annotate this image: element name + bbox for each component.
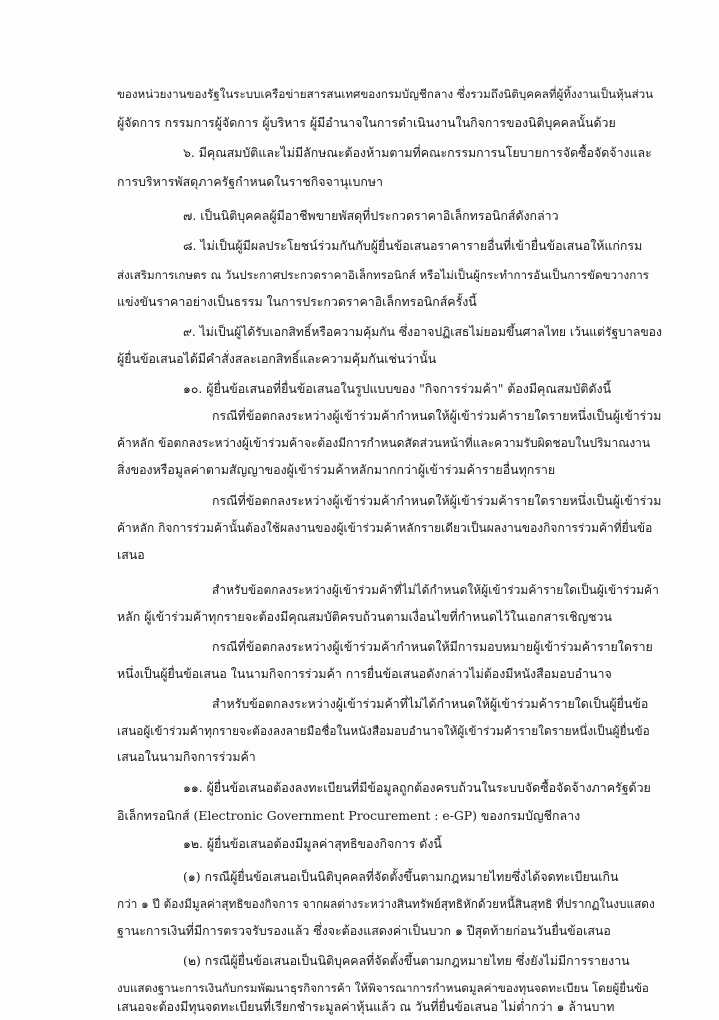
- text-line: สำหรับข้อตกลงระหว่างผู้เข้าร่วมค้าที่ไม่ได้กำหนดให้ผู้เข้าร่วมค้ารายใดเป็นผู้เข้าร่วมค้า: [212, 583, 659, 597]
- text-line: ค้าหลัก ข้อตกลงระหว่างผู้เข้าร่วมค้าจะต้องมีการกำหนดสัดส่วนหน้าที่และความรับผิดชอบในปริมาณงาน: [117, 436, 651, 450]
- text-line: เสนอในนามกิจการร่วมค้า: [117, 749, 256, 764]
- clause-7-text: ๗. เป็นนิติบุคคลผู้มีอาชีพขายพัสดุที่ประกวดราคาอิเล็กทรอนิกส์ดังกล่าว: [183, 208, 559, 223]
- text-line: ค้าหลัก กิจการร่วมค้านั้นต้องใช้ผลงานของผู้เข้าร่วมค้าหลักรายเดียวเป็นผลงานของกิจการร่วมค้าที่ยื่นข้อ: [117, 521, 653, 535]
- text-line: กรณีที่ข้อตกลงระหว่างผู้เข้าร่วมค้ากำหนดให้ผู้เข้าร่วมค้ารายใดรายหนึ่งเป็นผู้เข้าร่วม: [212, 493, 662, 508]
- clause-6-text: ๖. มีคุณสมบัติและไม่มีลักษณะต้องห้ามตามที่คณะกรรมการนโยบายการจัดซื้อจัดจ้างและ: [183, 145, 652, 160]
- text-line: เสนอจะต้องมีทุนจดทะเบียนที่เรียกชำระมูลค่าหุ้นแล้ว ณ วันที่ยื่นข้อเสนอ ไม่ต่ำกว่า ๑ ล้านบาท: [117, 999, 615, 1014]
- text-line: กว่า ๑ ปี ต้องมีมูลค่าสุทธิของกิจการ จากผลต่างระหว่างสินทรัพย์สุทธิหักด้วยหนี้สินสุทธิ ที่ปรากฏในงบแสดง: [117, 897, 655, 911]
- text-line: (๑) กรณีผู้ยื่นข้อเสนอเป็นนิติบุคคลที่จัดตั้งขึ้นตามกฎหมายไทยซึ่งได้จดทะเบียนเกิน: [183, 869, 619, 884]
- clause-9-text: ๙. ไม่เป็นผู้ได้รับเอกสิทธิ์หรือความคุ้มกัน ซึ่งอาจปฏิเสธไม่ยอมขึ้นศาลไทย เว้นแต่รัฐบาลของ: [183, 325, 662, 339]
- text-line: กรณีที่ข้อตกลงระหว่างผู้เข้าร่วมค้ากำหนดให้มีการมอบหมายผู้เข้าร่วมค้ารายใดราย: [212, 639, 653, 654]
- clause-8-text: ๘. ไม่เป็นผู้มีผลประโยชน์ร่วมกันกับผู้ยื่นข้อเสนอราคารายอื่นที่เข้ายื่นข้อเสนอให้แก่กรม: [183, 238, 643, 253]
- text-line: อิเล็กทรอนิกส์ (Electronic Government Procurement : e-GP) ของกรมบัญชีกลาง: [117, 808, 581, 823]
- text-line: เสนอผู้เข้าร่วมค้าทุกรายจะต้องลงลายมือชื่อในหนังสือมอบอำนาจให้ผู้เข้าร่วมค้ารายใดรายหนึ่งเป็นผู้ยื่นข้อ: [117, 724, 650, 738]
- text-line: ส่งเสริมการเกษตร ณ วันประกาศประกวดราคาอิเล็กทรอนิกส์ หรือไม่เป็นผู้กระทำการอันเป็นการขัดขวางการ: [117, 268, 649, 282]
- text-line: แข่งขันราคาอย่างเป็นธรรม ในการประกวดราคาอิเล็กทรอนิกส์ครั้งนี้: [117, 294, 477, 309]
- clause-10-text: ๑๐. ผู้ยื่นข้อเสนอที่ยื่นข้อเสนอในรูปแบบของ "กิจการร่วมค้า" ต้องมีคุณสมบัติดังนี้: [183, 381, 612, 396]
- text-line: ของหน่วยงานของรัฐในระบบเครือข่ายสารสนเทศของกรมบัญชีกลาง ซึ่งรวมถึงนิติบุคคลที่ผู้ทิ้งงานเป็นหุ้นส่วน: [117, 87, 654, 101]
- text-line: ผู้จัดการ กรรมการผู้จัดการ ผู้บริหาร ผู้มีอำนาจในการดำเนินงานในกิจการของนิติบุคคลนั้นด้วย: [117, 115, 616, 130]
- clause-12-text: ๑๒. ผู้ยื่นข้อเสนอต้องมีมูลค่าสุทธิของกิจการ ดังนี้: [183, 836, 442, 851]
- text-line: กรณีที่ข้อตกลงระหว่างผู้เข้าร่วมค้ากำหนดให้ผู้เข้าร่วมค้ารายใดรายหนึ่งเป็นผู้เข้าร่วม: [212, 408, 662, 423]
- text-line: สำหรับข้อตกลงระหว่างผู้เข้าร่วมค้าที่ไม่ได้กำหนดให้ผู้เข้าร่วมค้ารายใดเป็นผู้ยื่นข้อ: [212, 696, 649, 711]
- text-line: (๒) กรณีผู้ยื่นข้อเสนอเป็นนิติบุคคลที่จัดตั้งขึ้นตามกฎหมายไทย ซึ่งยังไม่มีการรายงาน: [183, 953, 630, 968]
- text-line: เสนอ: [117, 547, 145, 562]
- clause-11-text: ๑๑. ผู้ยื่นข้อเสนอต้องลงทะเบียนที่มีข้อมูลถูกต้องครบถ้วนในระบบจัดซื้อจัดจ้างภาครัฐด้วย: [183, 780, 651, 795]
- text-line: หนึ่งเป็นผู้ยื่นข้อเสนอ ในนามกิจการร่วมค้า การยื่นข้อเสนอดังกล่าวไม่ต้องมีหนังสือมอบอำนาจ: [117, 666, 612, 681]
- text-line: การบริหารพัสดุภาครัฐกำหนดในราชกิจจานุเบกษา: [117, 174, 383, 189]
- text-line: ผู้ยื่นข้อเสนอได้มีคำสั่งสละเอกสิทธิ์และความคุ้มกันเช่นว่านั้น: [117, 351, 437, 366]
- text-line: งบแสดงฐานะการเงินกับกรมพัฒนาธุรกิจการค้า ให้พิจารณาการกำหนดมูลค่าของทุนจดทะเบียน โดยผู้ยื่นข้อ: [117, 981, 649, 995]
- text-line: สิ่งของหรือมูลค่าตามสัญญาของผู้เข้าร่วมค้าหลักมากกว่าผู้เข้าร่วมค้ารายอื่นทุกราย: [117, 462, 556, 477]
- text-line: ฐานะการเงินที่มีการตรวจรับรองแล้ว ซึ่งจะต้องแสดงค่าเป็นบวก ๑ ปีสุดท้ายก่อนวันยื่นข้อเสนอ: [117, 923, 611, 938]
- text-line: หลัก ผู้เข้าร่วมค้าทุกรายจะต้องมีคุณสมบัติครบถ้วนตามเงื่อนไขที่กำหนดไว้ในเอกสารเชิญชวน: [117, 609, 612, 624]
